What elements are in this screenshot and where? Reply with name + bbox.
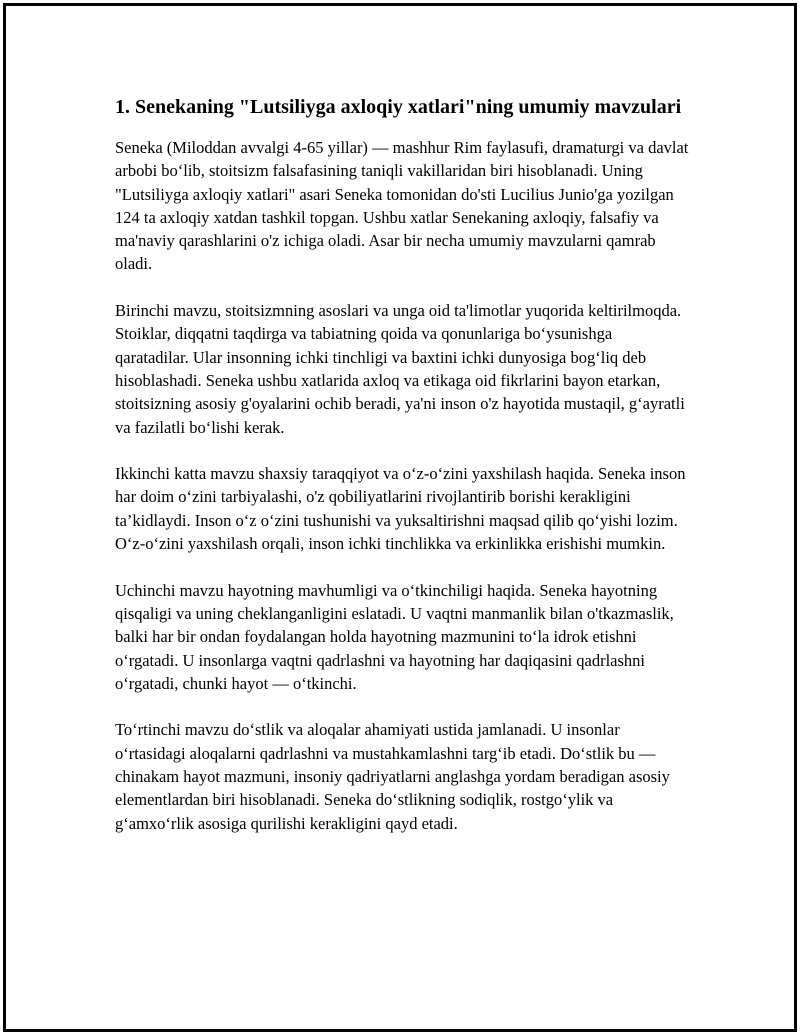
document-body <box>115 94 690 858</box>
document-title: 1. Senekaning "Lutsiliyga axloqiy xatlari"ning umumiy mavzulari <box>115 96 682 118</box>
paragraph-2: Birinchi mavzu, stoitsizmning asoslari va unga oid ta'limotlar yuqorida keltirilmoqda. Stoiklar, diqqatni taqdirga va tabiatning qoida va qonunlariga bo‘ysunishga qaratadilar. Ular insonning ichki tinchligi va baxtini ichki dunyosiga bog‘liq deb hisoblashadi. Seneka ushbu xatlarida axloq va etikaga oid fikrlarini bayon etarkan, stoitsizning asosiy g'oyalarini ochib beradi, ya'ni inson o'z hayotida mustaqil, g‘ayratli va fazilatli bo‘lishi kerak. <box>115 301 685 437</box>
paragraph-5: To‘rtinchi mavzu do‘stlik va aloqalar ahamiyati ustida jamlanadi. U insonlar o‘rtasidagi aloqalarni qadrlashni va mustahkamlashni targ‘ib etadi. Do‘stlik bu — chinakam hayot mazmuni, insoniy qadriyatlarni anglashga yordam beradigan asosiy elementlardan biri hisoblanadi. Seneka do‘stlikning sodiqlik, rostgo‘ylik va g‘amxo‘rlik asosiga qurilishi kerakligini qayd etadi. <box>115 720 670 833</box>
paragraph-3: Ikkinchi katta mavzu shaxsiy taraqqiyot va o‘z-o‘zini yaxshilash haqida. Seneka inson har doim o‘zini tarbiyalashi, o'z qobiliyatlarini rivojlantirib borishi kerakligini ta’kidlaydi. Inson o‘z o‘zini tushunishi va yuksaltirishni maqsad qilib qo‘yishi lozim. O‘z-o‘zini yaxshilash orqali, inson ichki tinchlikka va erkinlikka erishishi mumkin. <box>115 464 686 554</box>
paragraph-1: Seneka (Miloddan avvalgi 4-65 yillar) — mashhur Rim faylasufi, dramaturgi va davlat arbobi bo‘lib, stoitsizm falsafasining taniqli vakillaridan biri hisoblanadi. Uning "Lutsiliyga axloqiy xatlari" asari Seneka tomonidan do'sti Lucilius Junio'ga yozilgan 124 ta axloqiy xatdan tashkil topgan. Ushbu xatlar Senekaning axloqiy, falsafiy va ma'naviy qarashlarini o'z ichiga oladi. Asar bir necha umumiy mavzularni qamrab oladi. <box>115 138 689 274</box>
paragraph-4: Uchinchi mavzu hayotning mavhumligi va o‘tkinchiligi haqida. Seneka hayotning qisqaligi va uning cheklanganligini eslatadi. U vaqtni manmanlik bilan o'tkazmaslik, balki har bir ondan foydalangan holda hayotning mazmunini to‘la idrok etishni o‘rgatadi. U insonlarga vaqtni qadrlashni va hayotning har daqiqasini qadrlashni o‘rgatadi, chunki hayot — o‘tkinchi. <box>115 580 674 693</box>
